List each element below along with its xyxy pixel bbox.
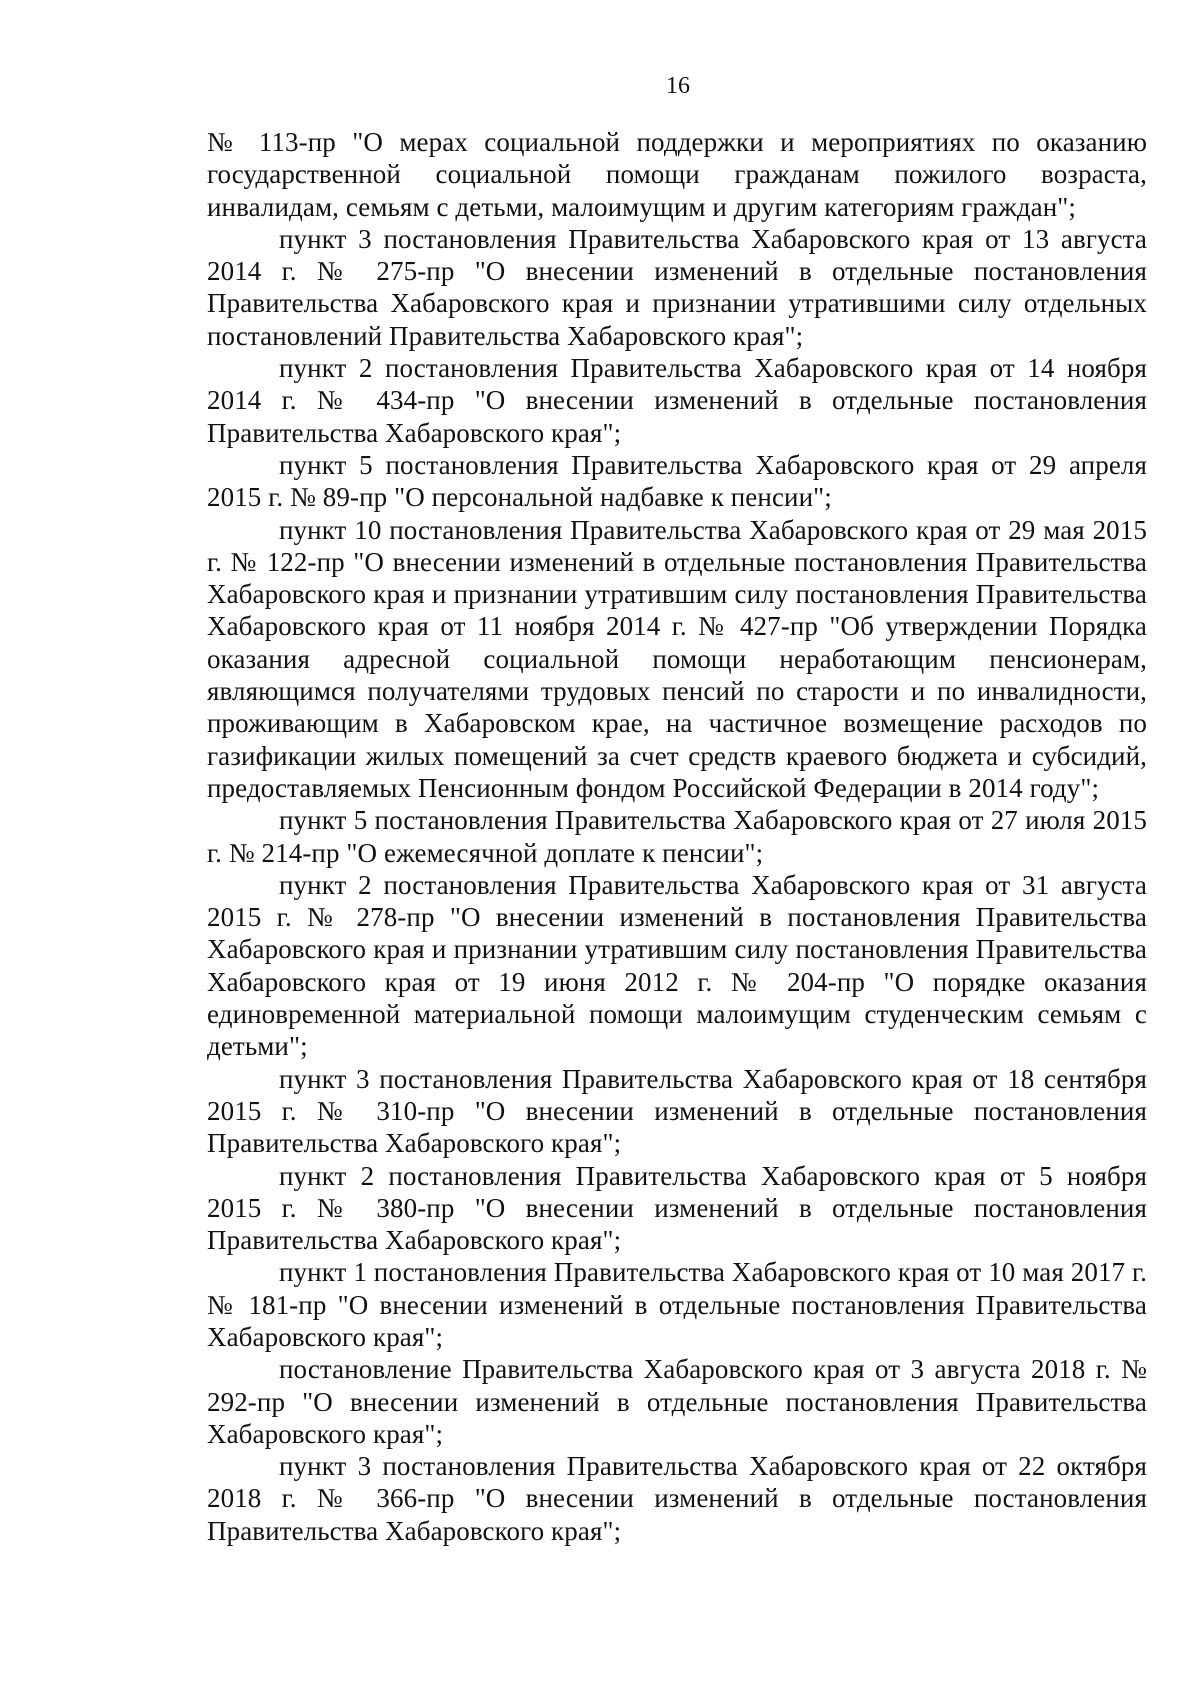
- paragraph: пункт 5 постановления Правительства Хабаровского края от 29 апреля 2015 г. № 89-пр "О персональной надбавке к пенсии";: [207, 449, 1147, 513]
- paragraph: пункт 2 постановления Правительства Хабаровского края от 14 ноября 2014 г. № 434-пр "О внесении изменений в отдельные постановления Правительства Хабаровского края";: [207, 353, 1147, 448]
- paragraph: пункт 10 постановления Правительства Хабаровского края от 29 мая 2015 г. № 122-пр "О внесении изменений в отдельные постановления Правительства Хабаровского края и признании утратившим силу постановления Правительства Хабаровского края от 11 ноября 2014 г. № 427-пр "Об утверждении Порядка оказания адресной социальной помощи неработающим пенсионерам, являющимся получателями трудовых пенсий по старости и по инвалидности, проживающим в Хабаровском крае, на частичное возмещение расходов по газификации жилых помещений за счет средств краевого бюджета и субсидий, предоставляемых Пенсионным фондом Российской Федерации в 2014 году";: [207, 514, 1147, 803]
- paragraph: пункт 3 постановления Правительства Хабаровского края от 18 сентября 2015 г. № 310-пр "О внесении изменений в отдельные постановления Правительства Хабаровского края";: [207, 1063, 1147, 1159]
- paragraph: пункт 3 постановления Правительства Хабаровского края от 22 октября 2018 г. № 366-пр "О внесении изменений в отдельные постановления Правительства Хабаровского края";: [207, 1451, 1147, 1546]
- paragraph: постановление Правительства Хабаровского края от 3 августа 2018 г. № 292-пр "О внесении изменений в отдельные постановления Правительства Хабаровского края";: [207, 1354, 1147, 1449]
- document-body: [207, 126, 1147, 1547]
- paragraph: пункт 1 постановления Правительства Хабаровского края от 10 мая 2017 г. № 181-пр "О внесении изменений в отдельные постановления Правительства Хабаровского края";: [207, 1257, 1147, 1352]
- paragraph: пункт 5 постановления Правительства Хабаровского края от 27 июля 2015 г. № 214-пр "О ежемесячной доплате к пенсии";: [207, 805, 1147, 868]
- paragraph: пункт 2 постановления Правительства Хабаровского края от 31 августа 2015 г. № 278-пр "О внесении изменений в постановления Правительства Хабаровского края и признании утратившим силу постановления Правительства Хабаровского края от 19 июня 2012 г. № 204-пр "О порядке оказания единовременной материальной помощи малоимущим студенческим семьям с детьми";: [207, 869, 1147, 1062]
- paragraph: № 113-пр "О мерах социальной поддержки и мероприятиях по оказанию государственной социальной помощи гражданам пожилого возраста, инвалидам, семьям с детьми, малоимущим и другим категориям граждан";: [207, 127, 1147, 222]
- paragraph: пункт 3 постановления Правительства Хабаровского края от 13 августа 2014 г. № 275-пр "О внесении изменений в отдельные постановления Правительства Хабаровского края и признании утратившими силу отдельных постановлений Правительства Хабаровского края";: [207, 223, 1147, 351]
- page-number: 16: [666, 73, 690, 99]
- paragraph: пункт 2 постановления Правительства Хабаровского края от 5 ноября 2015 г. № 380-пр "О внесении изменений в отдельные постановления Правительства Хабаровского края";: [207, 1160, 1147, 1256]
